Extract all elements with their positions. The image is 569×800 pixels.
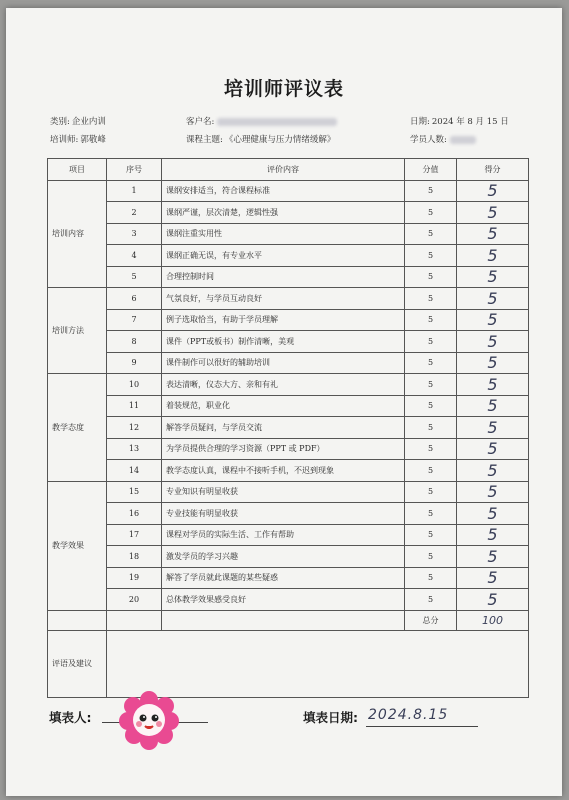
row-criterion: 合理控制时间	[162, 266, 405, 288]
table-row	[48, 374, 529, 396]
row-score-handwritten: 5	[457, 503, 529, 525]
row-score-handwritten: 5	[457, 245, 529, 267]
row-max-score: 5	[405, 309, 457, 331]
total-label: 总分	[405, 610, 457, 630]
table-row	[48, 352, 529, 374]
col-header-item: 项目	[48, 159, 107, 181]
row-number: 9	[107, 352, 162, 374]
row-score-handwritten: 5	[457, 524, 529, 546]
fill-date-label: 填表日期:	[303, 710, 358, 725]
row-number: 12	[107, 417, 162, 439]
table-row	[48, 503, 529, 525]
row-criterion: 教学态度认真，课程中不接听手机，不迟到现象	[162, 460, 405, 482]
filler-label: 填表人:	[49, 710, 92, 725]
total-row	[48, 610, 529, 630]
category-cell: 教学态度	[48, 374, 107, 482]
row-criterion: 课纲严谨，层次清楚，逻辑性强	[162, 202, 405, 224]
col-header-content: 评价内容	[162, 159, 405, 181]
row-score-handwritten: 5	[457, 266, 529, 288]
row-criterion: 专业知识有明显收获	[162, 481, 405, 503]
row-max-score: 5	[405, 331, 457, 353]
row-score-handwritten: 5	[457, 438, 529, 460]
table-header	[48, 159, 529, 181]
comments-area	[107, 630, 529, 697]
row-max-score: 5	[405, 180, 457, 202]
table-row	[48, 245, 529, 267]
table-row	[48, 481, 529, 503]
trainer-value: 郭敬峰	[80, 135, 106, 145]
comments-row	[48, 630, 529, 697]
row-score-handwritten: 5	[457, 331, 529, 353]
row-number: 1	[107, 180, 162, 202]
row-criterion: 解答了学员就此课题的某些疑惑	[162, 567, 405, 589]
row-number: 15	[107, 481, 162, 503]
client-field: 客户名:	[186, 115, 337, 127]
row-number: 14	[107, 460, 162, 482]
row-criterion: 例子选取恰当，有助于学员理解	[162, 309, 405, 331]
row-max-score: 5	[405, 395, 457, 417]
row-number: 5	[107, 266, 162, 288]
row-number: 19	[107, 567, 162, 589]
total-value-handwritten: 100	[457, 610, 529, 630]
row-number: 18	[107, 546, 162, 568]
row-score-handwritten: 5	[457, 546, 529, 568]
table-row	[48, 331, 529, 353]
row-max-score: 5	[405, 266, 457, 288]
evaluation-table	[47, 158, 529, 698]
row-score-handwritten: 5	[457, 589, 529, 611]
date-field: 日期: 2024 年 8 月 15 日	[410, 117, 509, 127]
table-row	[48, 546, 529, 568]
row-max-score: 5	[405, 417, 457, 439]
row-criterion: 为学员提供合理的学习资源（PPT 或 PDF）	[162, 438, 405, 460]
comments-label: 评语及建议	[48, 630, 107, 697]
row-number: 2	[107, 202, 162, 224]
row-criterion: 表达清晰，仪态大方、亲和有礼	[162, 374, 405, 396]
row-max-score: 5	[405, 202, 457, 224]
row-criterion: 课纲正确无误，有专业水平	[162, 245, 405, 267]
row-number: 6	[107, 288, 162, 310]
table-row	[48, 288, 529, 310]
evaluation-sheet	[6, 8, 562, 796]
row-number: 3	[107, 223, 162, 245]
row-max-score: 5	[405, 524, 457, 546]
table-row	[48, 309, 529, 331]
row-score-handwritten: 5	[457, 567, 529, 589]
category-field: 类别: 企业内训	[50, 117, 106, 127]
table-row	[48, 202, 529, 224]
row-criterion: 课纲安排适当，符合课程标准	[162, 180, 405, 202]
row-criterion: 课纲注重实用性	[162, 223, 405, 245]
redacted-client	[217, 118, 337, 126]
table-row	[48, 223, 529, 245]
row-max-score: 5	[405, 546, 457, 568]
row-number: 17	[107, 524, 162, 546]
row-number: 16	[107, 503, 162, 525]
fill-date-value: 2024.8.15	[368, 707, 449, 723]
category-cell: 教学效果	[48, 481, 107, 610]
fill-date-line	[366, 726, 478, 727]
row-number: 10	[107, 374, 162, 396]
row-criterion: 课件制作可以很好的辅助培训	[162, 352, 405, 374]
table-row	[48, 589, 529, 611]
row-score-handwritten: 5	[457, 288, 529, 310]
row-max-score: 5	[405, 589, 457, 611]
page-title: 培训师评议表	[223, 78, 344, 100]
row-score-handwritten: 5	[457, 417, 529, 439]
table-row	[48, 395, 529, 417]
row-number: 11	[107, 395, 162, 417]
row-criterion: 课件（PPT或板书）制作清晰，美观	[162, 331, 405, 353]
row-criterion: 解答学员疑问，与学员交流	[162, 417, 405, 439]
date-value: 2024 年 8 月 15 日	[431, 117, 509, 127]
row-score-handwritten: 5	[457, 352, 529, 374]
table-row	[48, 567, 529, 589]
category-value: 企业内训	[71, 117, 106, 127]
row-max-score: 5	[405, 223, 457, 245]
redacted-students	[450, 136, 476, 144]
col-header-score: 得分	[457, 159, 529, 181]
table-row	[48, 417, 529, 439]
col-header-max: 分值	[405, 159, 457, 181]
row-criterion: 专业技能有明显收获	[162, 503, 405, 525]
table-row	[48, 460, 529, 482]
row-max-score: 5	[405, 374, 457, 396]
table-row	[48, 180, 529, 202]
category-cell: 培训内容	[48, 180, 107, 288]
row-score-handwritten: 5	[457, 481, 529, 503]
row-number: 4	[107, 245, 162, 267]
row-score-handwritten: 5	[457, 395, 529, 417]
row-max-score: 5	[405, 460, 457, 482]
row-max-score: 5	[405, 245, 457, 267]
row-number: 13	[107, 438, 162, 460]
row-number: 20	[107, 589, 162, 611]
row-score-handwritten: 5	[457, 309, 529, 331]
row-score-handwritten: 5	[457, 374, 529, 396]
row-criterion: 课程对学员的实际生活、工作有帮助	[162, 524, 405, 546]
row-max-score: 5	[405, 481, 457, 503]
row-criterion: 总体教学效果感受良好	[162, 589, 405, 611]
col-header-no: 序号	[107, 159, 162, 181]
row-score-handwritten: 5	[457, 180, 529, 202]
row-criterion: 激发学员的学习兴趣	[162, 546, 405, 568]
table-row	[48, 524, 529, 546]
row-max-score: 5	[405, 352, 457, 374]
row-score-handwritten: 5	[457, 223, 529, 245]
row-score-handwritten: 5	[457, 460, 529, 482]
flower-sticker-icon	[117, 688, 181, 752]
row-max-score: 5	[405, 438, 457, 460]
row-number: 7	[107, 309, 162, 331]
row-max-score: 5	[405, 503, 457, 525]
row-score-handwritten: 5	[457, 202, 529, 224]
table-row	[48, 266, 529, 288]
trainer-field: 培训师: 郭敬峰	[50, 135, 106, 145]
row-criterion: 着装规范，职业化	[162, 395, 405, 417]
category-cell: 培训方法	[48, 288, 107, 374]
row-number: 8	[107, 331, 162, 353]
row-criterion: 气氛良好，与学员互动良好	[162, 288, 405, 310]
topic-value: 《心理健康与压力情绪缓解》	[224, 135, 336, 145]
row-max-score: 5	[405, 567, 457, 589]
topic-field: 课程主题: 《心理健康与压力情绪缓解》	[186, 135, 336, 145]
row-max-score: 5	[405, 288, 457, 310]
students-field: 学员人数:	[410, 133, 476, 145]
table-row	[48, 438, 529, 460]
